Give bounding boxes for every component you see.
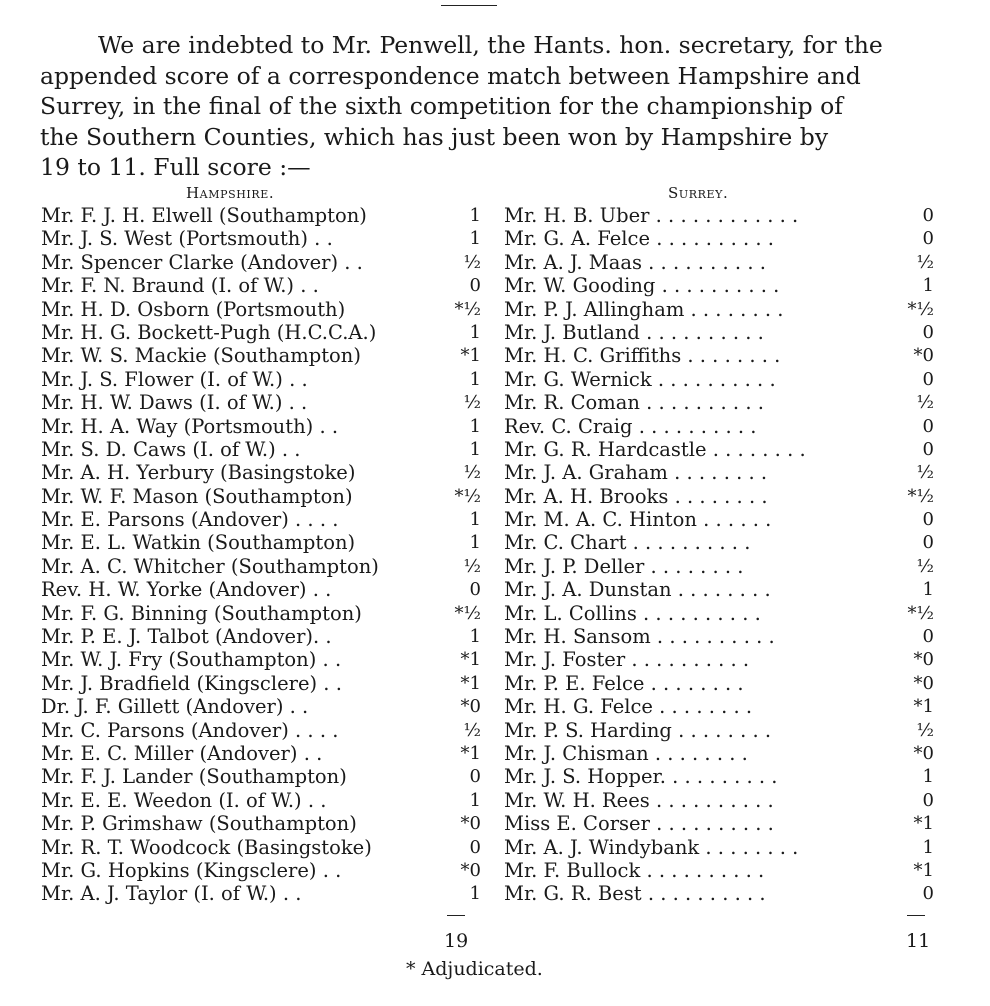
player-name: Mr. J. P. Deller . . . . . . . . xyxy=(504,554,744,578)
player-name: Mr. P. S. Harding . . . . . . . . xyxy=(504,718,772,742)
player-score: 0 xyxy=(922,321,934,343)
player-name: Mr. G. Hopkins (Kingsclere) . . xyxy=(41,858,342,882)
player-score: 0 xyxy=(922,438,934,460)
player-score: ½ xyxy=(916,719,934,741)
player-score: 0 xyxy=(922,415,934,437)
player-row xyxy=(41,368,481,391)
player-row xyxy=(504,415,934,438)
player-score: *0 xyxy=(913,672,934,694)
player-row xyxy=(504,508,934,531)
player-name: Mr. H. B. Uber . . . . . . . . . . . . xyxy=(504,204,799,227)
footnote: * Adjudicated. xyxy=(406,958,543,980)
player-score: ½ xyxy=(463,462,481,484)
player-name: Mr. H. A. Way (Portsmouth) . . xyxy=(41,414,339,438)
player-name: Mr. F. N. Braund (I. of W.) . . xyxy=(41,274,319,298)
player-score: ½ xyxy=(916,462,934,484)
player-name: Mr. W. J. Fry (Southampton) . . xyxy=(41,648,342,672)
player-score: 1 xyxy=(469,789,481,811)
player-score: *0 xyxy=(460,813,481,835)
player-row xyxy=(504,251,934,274)
player-row xyxy=(504,602,934,625)
player-name: Mr. A. J. Maas . . . . . . . . . . xyxy=(504,250,766,274)
player-score: ½ xyxy=(916,392,934,414)
player-score: 0 xyxy=(469,766,481,788)
player-row xyxy=(41,672,481,695)
player-name: Mr. J. Butland . . . . . . . . . . xyxy=(504,320,764,344)
player-name: Mr. H. D. Osborn (Portsmouth) xyxy=(41,297,346,321)
player-row xyxy=(41,836,481,859)
player-score: 1 xyxy=(469,205,481,226)
player-row xyxy=(41,859,481,882)
player-name: Mr. J. Chisman . . . . . . . . xyxy=(504,741,748,765)
surrey-total: 11 xyxy=(906,930,931,952)
player-name: Mr. C. Parsons (Andover) . . . . xyxy=(41,718,339,742)
player-score: 0 xyxy=(922,883,934,905)
player-row xyxy=(41,765,481,788)
player-name: Mr. Spencer Clarke (Andover) . . xyxy=(41,250,363,274)
player-score: 0 xyxy=(922,368,934,390)
player-score: 1 xyxy=(922,836,934,858)
surrey-heading: Surrey. xyxy=(668,184,729,202)
player-score: 1 xyxy=(469,883,481,905)
player-name: Mr. F. J. H. Elwell (Southampton) xyxy=(41,204,367,227)
player-row xyxy=(504,672,934,695)
player-score: 0 xyxy=(922,626,934,648)
intro-line: appended score of a correspondence match between Hampshire and xyxy=(40,61,861,90)
player-score: *1 xyxy=(460,742,481,764)
intro-paragraph xyxy=(40,30,930,183)
player-row xyxy=(504,344,934,367)
player-score: 1 xyxy=(469,509,481,531)
player-row xyxy=(41,695,481,718)
player-score: *1 xyxy=(913,696,934,718)
player-name: Mr. S. D. Caws (I. of W.) . . xyxy=(41,437,301,461)
player-name: Mr. F. J. Lander (Southampton) xyxy=(41,765,347,789)
player-row xyxy=(504,836,934,859)
player-score: 0 xyxy=(922,228,934,250)
player-name: Mr. J. S. West (Portsmouth) . . xyxy=(41,227,333,251)
player-score: 1 xyxy=(922,766,934,788)
player-score: 0 xyxy=(469,275,481,297)
player-row xyxy=(41,648,481,671)
player-row xyxy=(504,321,934,344)
player-name: Mr. R. Coman . . . . . . . . . . xyxy=(504,391,764,415)
intro-line: the Southern Counties, which has just been won by Hampshire by xyxy=(40,122,829,151)
player-name: Mr. F. Bullock . . . . . . . . . . xyxy=(504,858,765,882)
player-row xyxy=(41,438,481,461)
player-row xyxy=(504,298,934,321)
player-score: *0 xyxy=(460,696,481,718)
player-row xyxy=(41,531,481,554)
player-name: Mr. H. G. Felce . . . . . . . . xyxy=(504,695,753,719)
player-name: Mr. E. E. Weedon (I. of W.) . . xyxy=(41,788,327,812)
player-score: 0 xyxy=(469,579,481,601)
player-score: ½ xyxy=(916,251,934,273)
player-name: Mr. P. Grimshaw (Southampton) xyxy=(41,812,357,836)
player-score: *½ xyxy=(907,298,934,320)
player-name: Mr. W. F. Mason (Southampton) xyxy=(41,484,353,508)
player-score: *1 xyxy=(460,672,481,694)
player-row xyxy=(41,227,481,250)
player-score: ½ xyxy=(463,251,481,273)
player-row xyxy=(41,391,481,414)
player-name: Mr. G. A. Felce . . . . . . . . . . xyxy=(504,227,774,251)
player-name: Mr. P. E. Felce . . . . . . . . xyxy=(504,671,744,695)
player-row xyxy=(41,298,481,321)
player-score: *½ xyxy=(907,602,934,624)
player-score: ½ xyxy=(463,555,481,577)
player-score: 0 xyxy=(922,532,934,554)
player-score: 1 xyxy=(922,275,934,297)
player-row xyxy=(504,789,934,812)
player-row xyxy=(504,438,934,461)
player-row xyxy=(504,648,934,671)
player-name: Mr. G. R. Hardcastle . . . . . . . . xyxy=(504,437,806,461)
hampshire-player-list xyxy=(41,204,481,906)
player-name: Mr. A. C. Whitcher (Southampton) xyxy=(41,554,379,578)
player-row xyxy=(504,859,934,882)
player-row xyxy=(504,461,934,484)
player-name: Mr. A. J. Windybank . . . . . . . . xyxy=(504,835,799,859)
player-row xyxy=(41,461,481,484)
player-name: Mr. W. S. Mackie (Southampton) xyxy=(41,344,361,368)
player-score: 1 xyxy=(469,532,481,554)
player-name: Mr. J. A. Dunstan . . . . . . . . xyxy=(504,578,771,602)
player-row xyxy=(41,485,481,508)
player-score: *½ xyxy=(907,485,934,507)
player-name: Mr. J. Foster . . . . . . . . . . xyxy=(504,648,750,672)
player-name: Mr. P. E. J. Talbot (Andover). . xyxy=(41,625,332,649)
player-score: 0 xyxy=(922,509,934,531)
player-name: Mr. J. S. Hopper. . . . . . . . . . xyxy=(504,765,778,789)
player-row xyxy=(504,812,934,835)
intro-line: We are indebted to Mr. Penwell, the Hants. hon. secretary, for the xyxy=(98,31,883,59)
player-score: *0 xyxy=(913,649,934,671)
player-row xyxy=(41,719,481,742)
player-row xyxy=(41,321,481,344)
player-score: *1 xyxy=(460,649,481,671)
player-score: *1 xyxy=(460,345,481,367)
player-score: *½ xyxy=(454,485,481,507)
surrey-total-rule xyxy=(907,915,925,916)
player-row xyxy=(41,204,481,227)
player-name: Mr. C. Chart . . . . . . . . . . xyxy=(504,531,751,555)
player-name: Mr. R. T. Woodcock (Basingstoke) xyxy=(41,835,372,859)
player-score: 0 xyxy=(922,789,934,811)
player-name: Miss E. Corser . . . . . . . . . . xyxy=(504,812,774,836)
player-name: Dr. J. F. Gillett (Andover) . . xyxy=(41,695,309,719)
intro-line: 19 to 11. Full score :— xyxy=(40,153,311,181)
player-score: 1 xyxy=(469,415,481,437)
player-score: 1 xyxy=(922,579,934,601)
player-row xyxy=(41,789,481,812)
player-score: 1 xyxy=(469,321,481,343)
player-name: Mr. E. C. Miller (Andover) . . xyxy=(41,741,323,765)
player-score: 1 xyxy=(469,438,481,460)
player-name: Mr. H. Sansom . . . . . . . . . . xyxy=(504,625,775,649)
player-row xyxy=(41,742,481,765)
player-score: ½ xyxy=(916,555,934,577)
player-name: Mr. H. C. Griffiths . . . . . . . . xyxy=(504,344,781,368)
player-name: Mr. W. Gooding . . . . . . . . . . xyxy=(504,274,780,298)
surrey-player-list xyxy=(504,204,934,906)
player-score: *1 xyxy=(913,813,934,835)
player-row xyxy=(504,742,934,765)
player-row xyxy=(41,344,481,367)
top-rule xyxy=(441,5,497,6)
hampshire-heading: Hampshire. xyxy=(186,184,275,202)
hampshire-total: 19 xyxy=(444,930,469,952)
player-row xyxy=(41,555,481,578)
player-row xyxy=(41,578,481,601)
player-row xyxy=(41,602,481,625)
player-name: Mr. E. L. Watkin (Southampton) xyxy=(41,531,356,555)
player-name: Mr. A. H. Yerbury (Basingstoke) xyxy=(41,461,356,485)
player-row xyxy=(504,719,934,742)
player-name: Mr. G. Wernick . . . . . . . . . . xyxy=(504,367,776,391)
player-row xyxy=(41,415,481,438)
player-row xyxy=(504,531,934,554)
player-score: 1 xyxy=(469,626,481,648)
player-score: 1 xyxy=(469,368,481,390)
player-row xyxy=(504,695,934,718)
intro-line: Surrey, in the final of the sixth competition for the championship of xyxy=(40,92,843,120)
player-name: Mr. J. S. Flower (I. of W.) . . xyxy=(41,367,308,391)
player-score: 1 xyxy=(469,228,481,250)
player-row xyxy=(41,812,481,835)
player-row xyxy=(504,765,934,788)
player-row xyxy=(504,485,934,508)
player-row xyxy=(504,204,934,227)
player-row xyxy=(41,625,481,648)
hampshire-total-rule xyxy=(447,915,465,916)
player-name: Mr. M. A. C. Hinton . . . . . . xyxy=(504,508,772,532)
player-row xyxy=(504,368,934,391)
player-name: Mr. J. Bradfield (Kingsclere) . . xyxy=(41,671,342,695)
player-row xyxy=(504,882,934,905)
player-row xyxy=(41,882,481,905)
player-name: Mr. G. R. Best . . . . . . . . . . xyxy=(504,882,766,906)
player-score: *½ xyxy=(454,602,481,624)
player-name: Mr. W. H. Rees . . . . . . . . . . xyxy=(504,788,774,812)
player-row xyxy=(504,227,934,250)
player-score: *½ xyxy=(454,298,481,320)
player-row xyxy=(41,508,481,531)
player-name: Mr. F. G. Binning (Southampton) xyxy=(41,601,362,625)
player-row xyxy=(41,274,481,297)
player-score: *0 xyxy=(913,345,934,367)
player-score: ½ xyxy=(463,392,481,414)
player-name: Mr. H. G. Bockett-Pugh (H.C.C.A.) xyxy=(41,320,377,344)
player-row xyxy=(504,274,934,297)
player-row xyxy=(504,391,934,414)
player-name: Mr. L. Collins . . . . . . . . . . xyxy=(504,601,761,625)
player-name: Mr. A. J. Taylor (I. of W.) . . xyxy=(41,882,302,906)
player-name: Mr. A. H. Brooks . . . . . . . . xyxy=(504,484,768,508)
player-score: *1 xyxy=(913,859,934,881)
player-name: Mr. H. W. Daws (I. of W.) . . xyxy=(41,391,308,415)
player-row xyxy=(41,251,481,274)
player-name: Rev. H. W. Yorke (Andover) . . xyxy=(41,578,332,602)
player-row xyxy=(504,625,934,648)
player-score: *0 xyxy=(460,859,481,881)
player-name: Mr. E. Parsons (Andover) . . . . xyxy=(41,508,339,532)
player-score: 0 xyxy=(922,205,934,226)
player-name: Mr. J. A. Graham . . . . . . . . xyxy=(504,461,768,485)
player-row xyxy=(504,578,934,601)
player-score: 0 xyxy=(469,836,481,858)
player-score: *0 xyxy=(913,742,934,764)
player-row xyxy=(504,555,934,578)
player-score: ½ xyxy=(463,719,481,741)
player-name: Rev. C. Craig . . . . . . . . . . xyxy=(504,414,757,438)
player-name: Mr. P. J. Allingham . . . . . . . . xyxy=(504,297,784,321)
